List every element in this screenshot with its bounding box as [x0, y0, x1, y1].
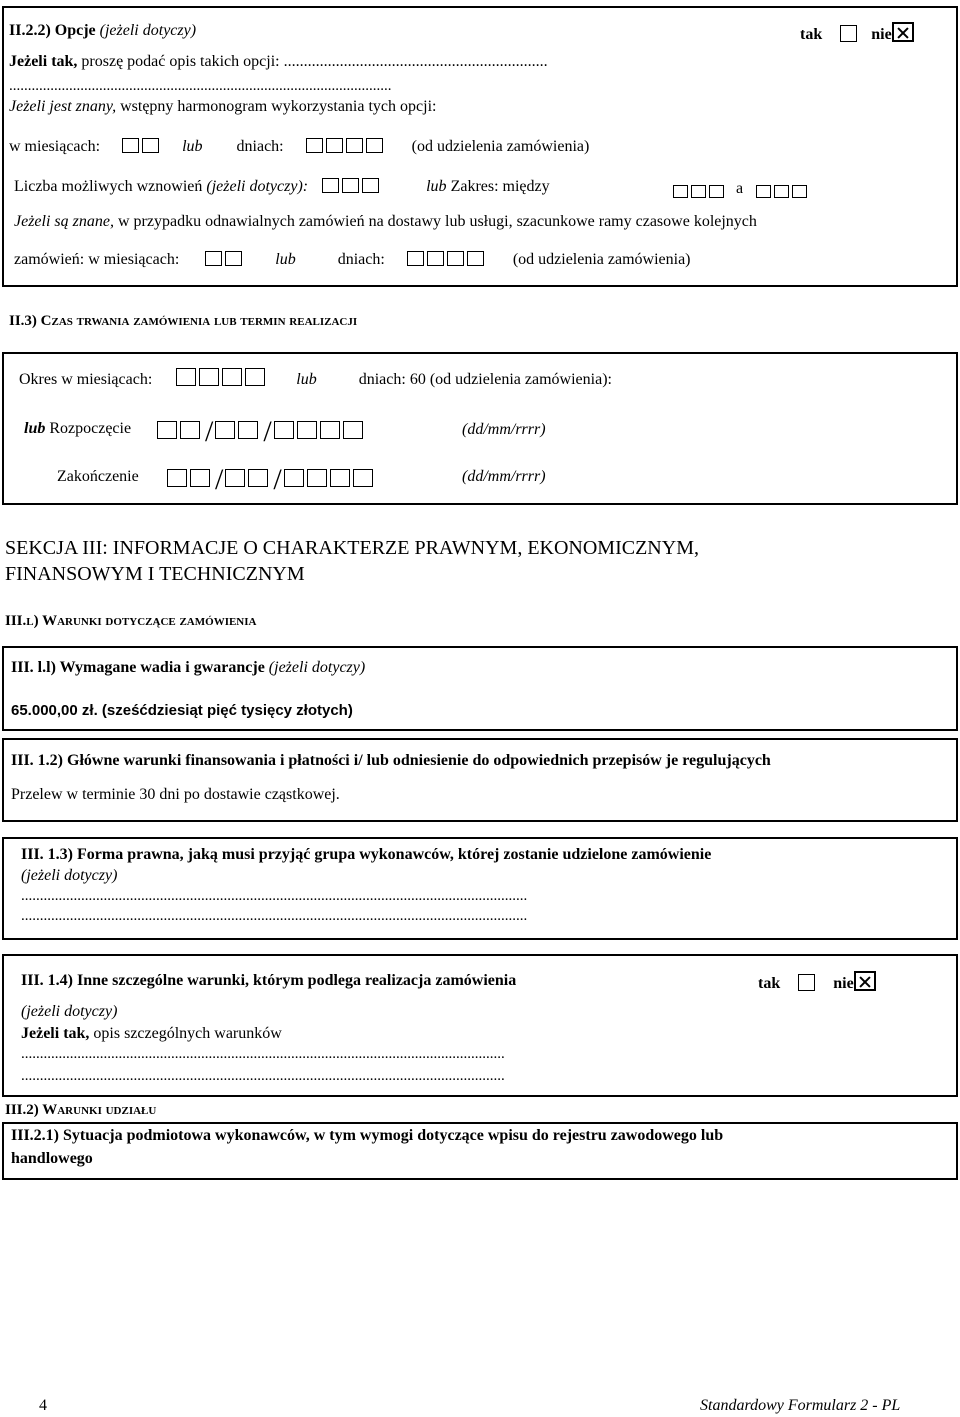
- legal-form-number: III. 1.3): [21, 846, 74, 863]
- participation-heading: III.2) Warunki udziału: [5, 1102, 157, 1118]
- options-no-checkbox-checked[interactable]: [892, 22, 914, 42]
- options-desc-dots-2[interactable]: ......................................................................................................: [9, 78, 392, 94]
- end-date-format: (dd/mm/rrrr): [462, 468, 546, 485]
- other-conditions-desc: [21, 1025, 282, 1043]
- date-separator: /: [215, 463, 224, 496]
- renewable-or-label: lub: [275, 251, 296, 268]
- renewable-text: w przypadku odnawialnych zamówień na dostawy lub usługi, szacunkowe ramy czasowe kolejnych: [117, 213, 757, 230]
- start-label: Rozpoczęcie: [49, 420, 132, 437]
- start-or-label: lub: [24, 420, 46, 437]
- financing-number: III. 1.2): [11, 752, 64, 769]
- range-label: Zakres: między: [450, 178, 550, 195]
- from-award-label: (od udzielenia zamówienia): [411, 138, 590, 155]
- options-heading: [9, 22, 196, 40]
- range-to-box[interactable]: [774, 185, 789, 198]
- options-title: Opcje: [54, 22, 96, 39]
- months-digit-box[interactable]: [122, 138, 139, 153]
- bid-bond-value: 65.000,00 zł. (sześćdziesiąt pięć tysięcy złotych): [11, 702, 353, 719]
- legal-form-note: (jeżeli dotyczy): [21, 867, 118, 884]
- end-year-box[interactable]: [284, 469, 304, 487]
- days-digit-box[interactable]: [366, 138, 383, 153]
- participation-title-line1: III.2.1) Sytuacja podmiotowa wykonawców, w tym wymogi dotyczące wpisu do rejestru zawodowego lub: [11, 1127, 724, 1144]
- end-year-box[interactable]: [307, 469, 327, 487]
- other-conditions-dots-2[interactable]: .................................................................................................................................: [21, 1068, 505, 1084]
- date-separator: /: [263, 415, 272, 448]
- section-3-title-line1: SEKCJA III: INFORMACJE O CHARAKTERZE PRAWNYM, EKONOMICZNYM,: [5, 537, 699, 559]
- legal-form-dots-1[interactable]: .......................................................................................................................................: [21, 888, 528, 904]
- renewable-months-box[interactable]: [225, 251, 242, 266]
- legal-form-title: Forma prawna, jaką musi przyjąć grupa wykonawców, której zostanie udzielone zamówienie: [77, 846, 712, 863]
- options-number: II.2.2): [9, 22, 51, 39]
- financing-title: Główne warunki finansowania i płatności i/ lub odniesienie do odpowiednich przepisów je regulujących: [67, 752, 771, 769]
- renewals-row: [14, 178, 550, 196]
- range-to-box[interactable]: [792, 185, 807, 198]
- other-desc-bold: Jeżeli tak,: [21, 1025, 90, 1042]
- end-day-box[interactable]: [167, 469, 187, 487]
- financing-box: [2, 738, 958, 822]
- guarantees-heading: [11, 659, 365, 677]
- start-date-boxes: [157, 417, 366, 447]
- range-or-label: lub: [426, 178, 447, 195]
- start-date-row: [24, 420, 131, 438]
- duration-months-box[interactable]: [199, 368, 219, 386]
- payment-terms-text: Przelew w terminie 30 dni po dostawie cząstkowej.: [11, 786, 340, 803]
- options-desc-bold: Jeżeli tak,: [9, 53, 78, 70]
- renewals-digit-box[interactable]: [362, 178, 379, 193]
- date-separator: /: [205, 415, 214, 448]
- guarantees-title: Wymagane wadia i gwarancje: [59, 659, 265, 676]
- range-from-box[interactable]: [673, 185, 688, 198]
- days-digit-box[interactable]: [326, 138, 343, 153]
- legal-form-heading: [21, 846, 711, 864]
- other-yes-checkbox[interactable]: [798, 974, 815, 991]
- start-year-box[interactable]: [320, 421, 340, 439]
- options-yes-label: tak: [800, 26, 823, 43]
- schedule-label-italic: Jeżeli jest znany,: [9, 98, 117, 115]
- renewable-days-box[interactable]: [407, 251, 424, 266]
- range-from-box[interactable]: [709, 185, 724, 198]
- start-date-format: (dd/mm/rrrr): [462, 421, 546, 438]
- duration-months-box[interactable]: [245, 368, 265, 386]
- start-year-box[interactable]: [297, 421, 317, 439]
- options-yes-no: [800, 22, 914, 44]
- options-schedule-label: [9, 98, 436, 116]
- renewals-digit-box[interactable]: [322, 178, 339, 193]
- guarantees-number: III. l.l): [11, 659, 56, 676]
- renewals-digit-box[interactable]: [342, 178, 359, 193]
- range-and-label: a: [736, 180, 744, 197]
- renewals-label: Liczba możliwych wznowień: [14, 178, 203, 195]
- days-digit-box[interactable]: [306, 138, 323, 153]
- renewable-label-italic: Jeżeli są znane,: [14, 213, 114, 230]
- renewable-days-box[interactable]: [447, 251, 464, 266]
- end-month-box[interactable]: [248, 469, 268, 487]
- renewable-days-box[interactable]: [427, 251, 444, 266]
- start-day-box[interactable]: [157, 421, 177, 439]
- options-description-line: [9, 53, 548, 71]
- other-no-checkbox-checked[interactable]: [854, 971, 876, 991]
- days-label: dniach:: [236, 138, 284, 155]
- start-month-box[interactable]: [238, 421, 258, 439]
- start-day-box[interactable]: [180, 421, 200, 439]
- renewable-days-box[interactable]: [467, 251, 484, 266]
- options-desc-label: proszę podać opis takich opcji:: [81, 53, 280, 70]
- start-year-box[interactable]: [274, 421, 294, 439]
- duration-months-box[interactable]: [176, 368, 196, 386]
- duration-days-text: dniach: 60 (od udzielenia zamówienia):: [358, 371, 612, 388]
- other-conditions-heading: [21, 972, 516, 990]
- section-3-title-line2: FINANSOWYM I TECHNICZNYM: [5, 563, 305, 585]
- other-conditions-yes-no: [758, 971, 876, 993]
- renewable-months-box[interactable]: [205, 251, 222, 266]
- end-day-box[interactable]: [190, 469, 210, 487]
- duration-months-box[interactable]: [222, 368, 242, 386]
- months-label: w miesiącach:: [9, 138, 101, 155]
- end-year-box[interactable]: [353, 469, 373, 487]
- duration-or-label: lub: [296, 371, 317, 388]
- financing-heading: [11, 752, 771, 770]
- other-desc-text: opis szczególnych warunków: [93, 1025, 282, 1042]
- renewable-days-label: dniach:: [337, 251, 385, 268]
- renewable-months-label: zamówień: w miesiącach:: [14, 251, 180, 268]
- start-month-box[interactable]: [215, 421, 235, 439]
- or-label: lub: [182, 138, 203, 155]
- end-label: Zakończenie: [57, 468, 139, 485]
- options-yes-checkbox[interactable]: [840, 25, 857, 42]
- end-date-boxes: [167, 465, 376, 495]
- form-name: Standardowy Formularz 2 - PL: [700, 1397, 901, 1414]
- options-no-label: nie: [871, 26, 892, 43]
- conditions-heading: III.l) Warunki dotyczące zamówienia: [5, 613, 257, 629]
- other-conditions-title: Inne szczególne warunki, którym podlega realizacja zamówienia: [77, 972, 517, 989]
- duration-period-row: [19, 368, 612, 389]
- start-year-box[interactable]: [343, 421, 363, 439]
- options-schedule-row: [9, 138, 589, 156]
- range-to-box[interactable]: [756, 185, 771, 198]
- date-separator: /: [273, 463, 282, 496]
- other-yes-label: tak: [758, 975, 781, 992]
- duration-heading: II.3) Czas trwania zamówienia lub termin realizacji: [9, 313, 358, 329]
- other-conditions-note: (jeżeli dotyczy): [21, 1003, 118, 1020]
- range-from-boxes: [673, 183, 727, 201]
- guarantees-note: (jeżeli dotyczy): [268, 659, 366, 676]
- other-no-label: nie: [833, 975, 854, 992]
- legal-form-dots-2[interactable]: .......................................................................................................................................: [21, 908, 528, 924]
- duration-months-label: Okres w miesiącach:: [19, 371, 153, 388]
- schedule-label-text: wstępny harmonogram wykorzystania tych opcji:: [120, 98, 437, 115]
- range-to-boxes: [756, 183, 810, 201]
- page-number: 4: [39, 1397, 47, 1414]
- renewals-note: (jeżeli dotyczy):: [206, 178, 309, 195]
- participation-title-line2: handlowego: [11, 1150, 93, 1167]
- range-from-box[interactable]: [691, 185, 706, 198]
- months-digit-box[interactable]: [142, 138, 159, 153]
- end-year-box[interactable]: [330, 469, 350, 487]
- other-conditions-dots-1[interactable]: .................................................................................................................................: [21, 1046, 505, 1062]
- days-digit-box[interactable]: [346, 138, 363, 153]
- renewable-from-award-label: (od udzielenia zamówienia): [512, 251, 691, 268]
- renewable-schedule-row: [14, 251, 691, 269]
- renewable-info-line: [14, 213, 757, 231]
- other-conditions-number: III. 1.4): [21, 972, 74, 989]
- end-month-box[interactable]: [225, 469, 245, 487]
- options-desc-dots[interactable]: ..................................................................: [283, 53, 548, 70]
- options-note: (jeżeli dotyczy): [99, 22, 197, 39]
